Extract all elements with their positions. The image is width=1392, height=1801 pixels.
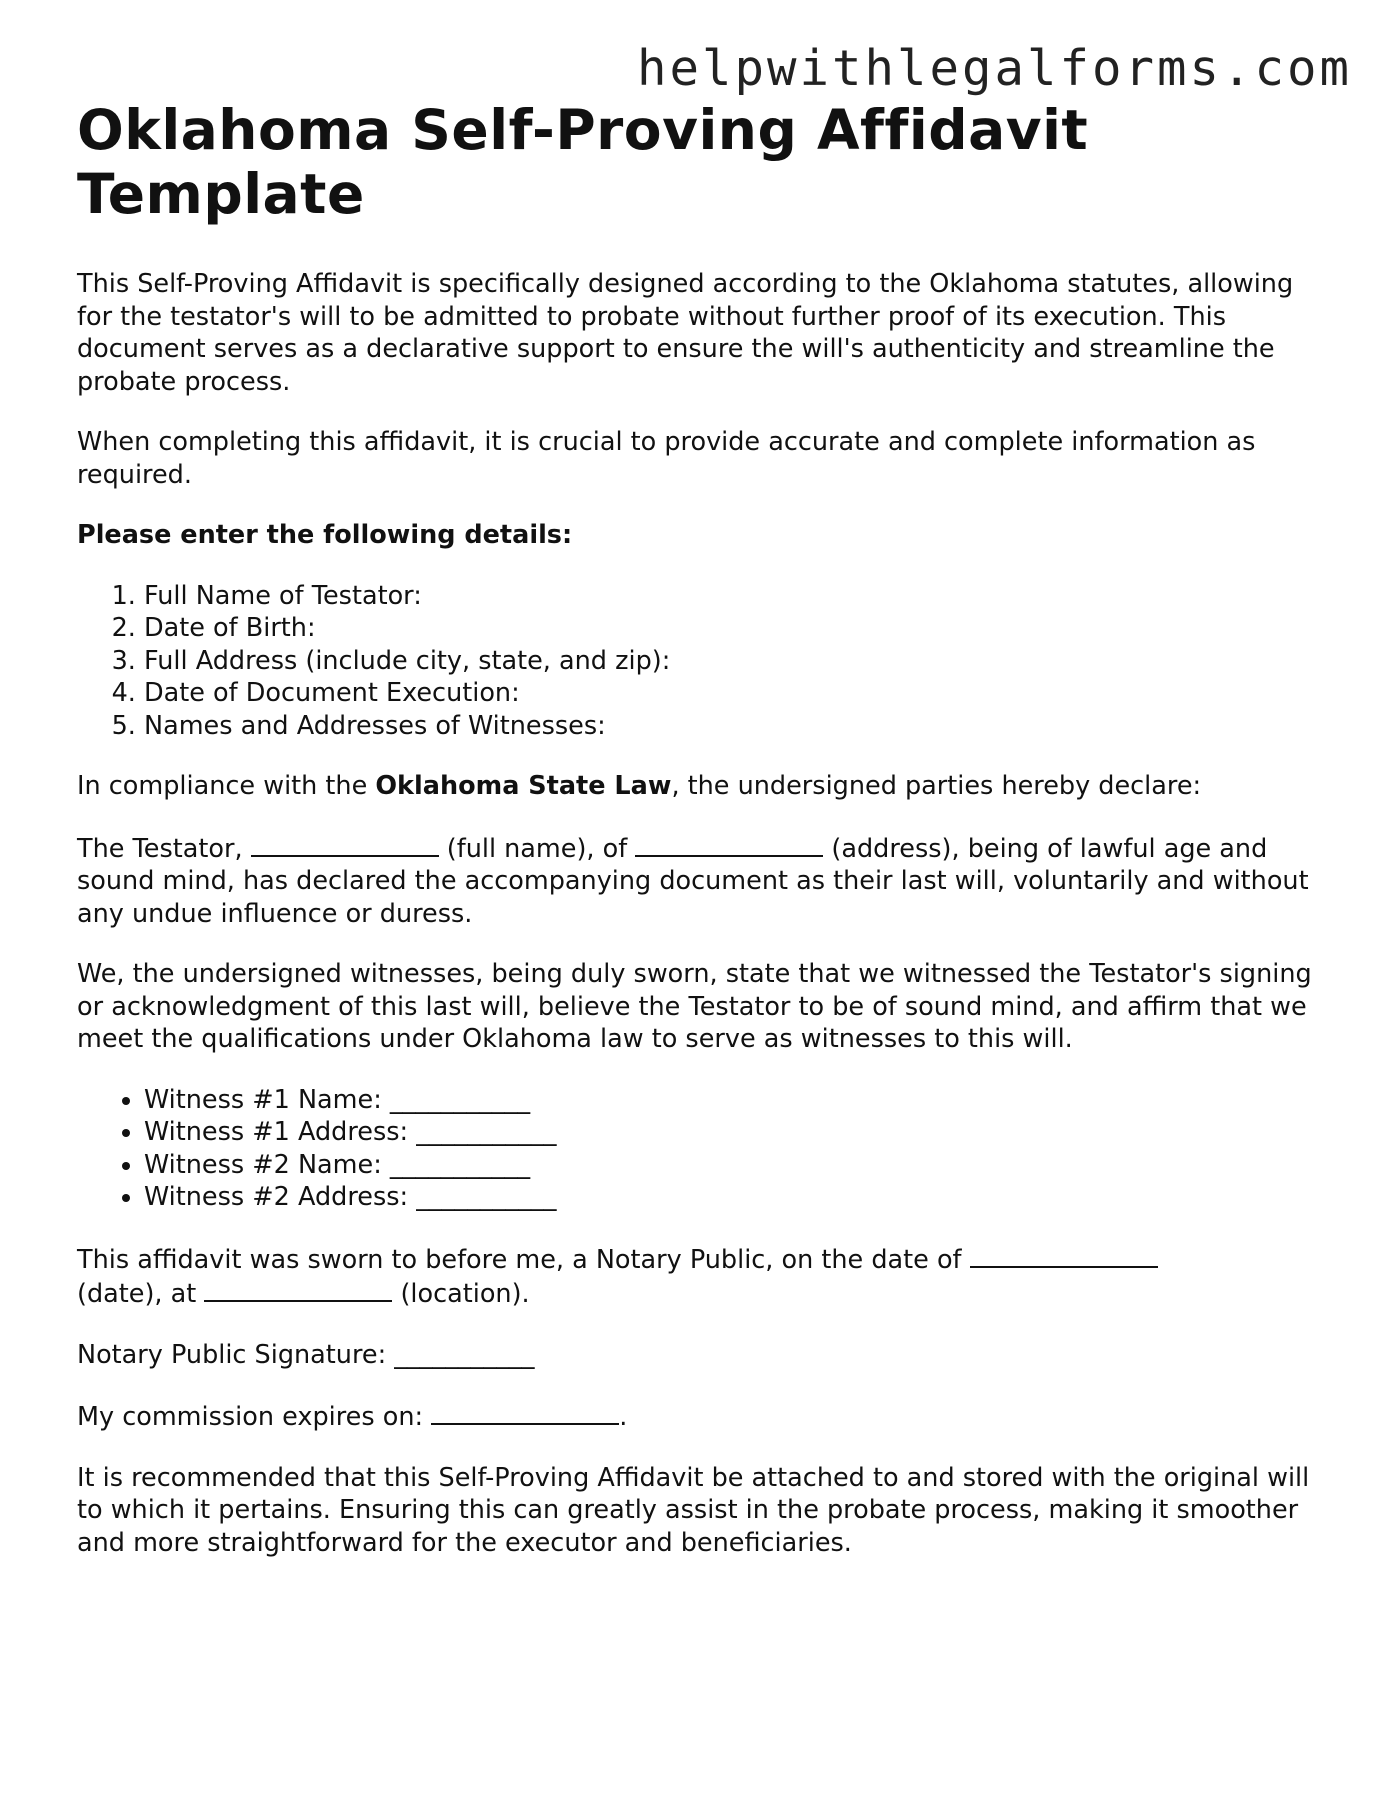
witness-1-name-item: • Witness #1 Name: ___________ [144,1084,1327,1117]
witness-2-name-item: • Witness #2 Name: ___________ [144,1149,1327,1182]
details-item-execution-date: 4. Date of Document Execution: [144,677,1327,710]
recommendation-paragraph: It is recommended that this Self-Proving Affidavit be attached to and stored with the original will to which it pertains. Ensuring this can greatly assist in the probate process, making it smoother and more straightforward for the executor and beneficiaries. [77,1462,1310,1558]
notary-text-3: (location). [392,1279,530,1309]
document-title: Oklahoma Self-Proving Affidavit Template [77,98,1089,226]
notary-signature-line: Notary Public Signature: ___________ [77,1339,535,1370]
details-item-full-address: 3. Full Address (include city, state, and zip): [144,645,1327,678]
testator-address-blank[interactable] [635,831,823,857]
site-watermark: helpwithlegalforms.com [636,40,1352,97]
testator-text-2: (full name), of [438,833,636,864]
details-heading: Please enter the following details: [77,520,573,550]
notary-date-blank[interactable] [970,1242,1158,1268]
compliance-law: Oklahoma State Law [375,771,672,801]
document-body [77,98,1327,1587]
notary-location-blank[interactable] [204,1276,392,1302]
details-item-witnesses: 5. Names and Addresses of Witnesses: [144,710,1327,743]
testator-text-1: The Testator, [77,833,251,864]
details-list [77,580,1327,743]
notary-paragraph [77,1242,1327,1311]
details-item-date-of-birth: 2. Date of Birth: [144,612,1327,645]
compliance-suffix: , the undersigned parties hereby declare: [671,771,1202,801]
testator-paragraph [77,831,1327,931]
instructions-paragraph: When completing this affidavit, it is crucial to provide accurate and complete information as required. [77,427,1256,490]
intro-paragraph: This Self-Proving Affidavit is specifically designed according to the Oklahoma statutes, allowing for the testator's will to be admitted to probate without further proof of its execution. This document serves as a declarative support to ensure the will's authenticity and streamline the probate process. [77,269,1294,397]
notary-text-1: This affidavit was sworn to before me, a Notary Public, on the date of [77,1244,970,1275]
notary-text-2: (date), at [77,1279,205,1309]
compliance-paragraph [77,770,1327,803]
commission-line [77,1399,1327,1434]
details-item-testator-name: 1. Full Name of Testator: [144,580,1327,613]
testator-text-3: (address), being of lawful age and sound mind, has declared the accompanying document as their last will, voluntarily and without any undue influence or duress. [77,833,1309,929]
witness-1-address-item: • Witness #1 Address: ___________ [144,1116,1327,1149]
witness-list [77,1084,1327,1214]
commission-end: . [619,1402,628,1432]
compliance-prefix: In compliance with the [77,771,376,801]
witness-statement-paragraph: We, the undersigned witnesses, being duly sworn, state that we witnessed the Testator's signing or acknowledgment of this last will, believe the Testator to be of sound mind, and affirm that we meet the qualifications under Oklahoma law to serve as witnesses to this will. [77,959,1312,1054]
commission-label: My commission expires on: [77,1402,432,1432]
commission-date-blank[interactable] [431,1399,619,1425]
testator-name-blank[interactable] [251,831,439,857]
witness-2-address-item: • Witness #2 Address: ___________ [144,1181,1327,1214]
